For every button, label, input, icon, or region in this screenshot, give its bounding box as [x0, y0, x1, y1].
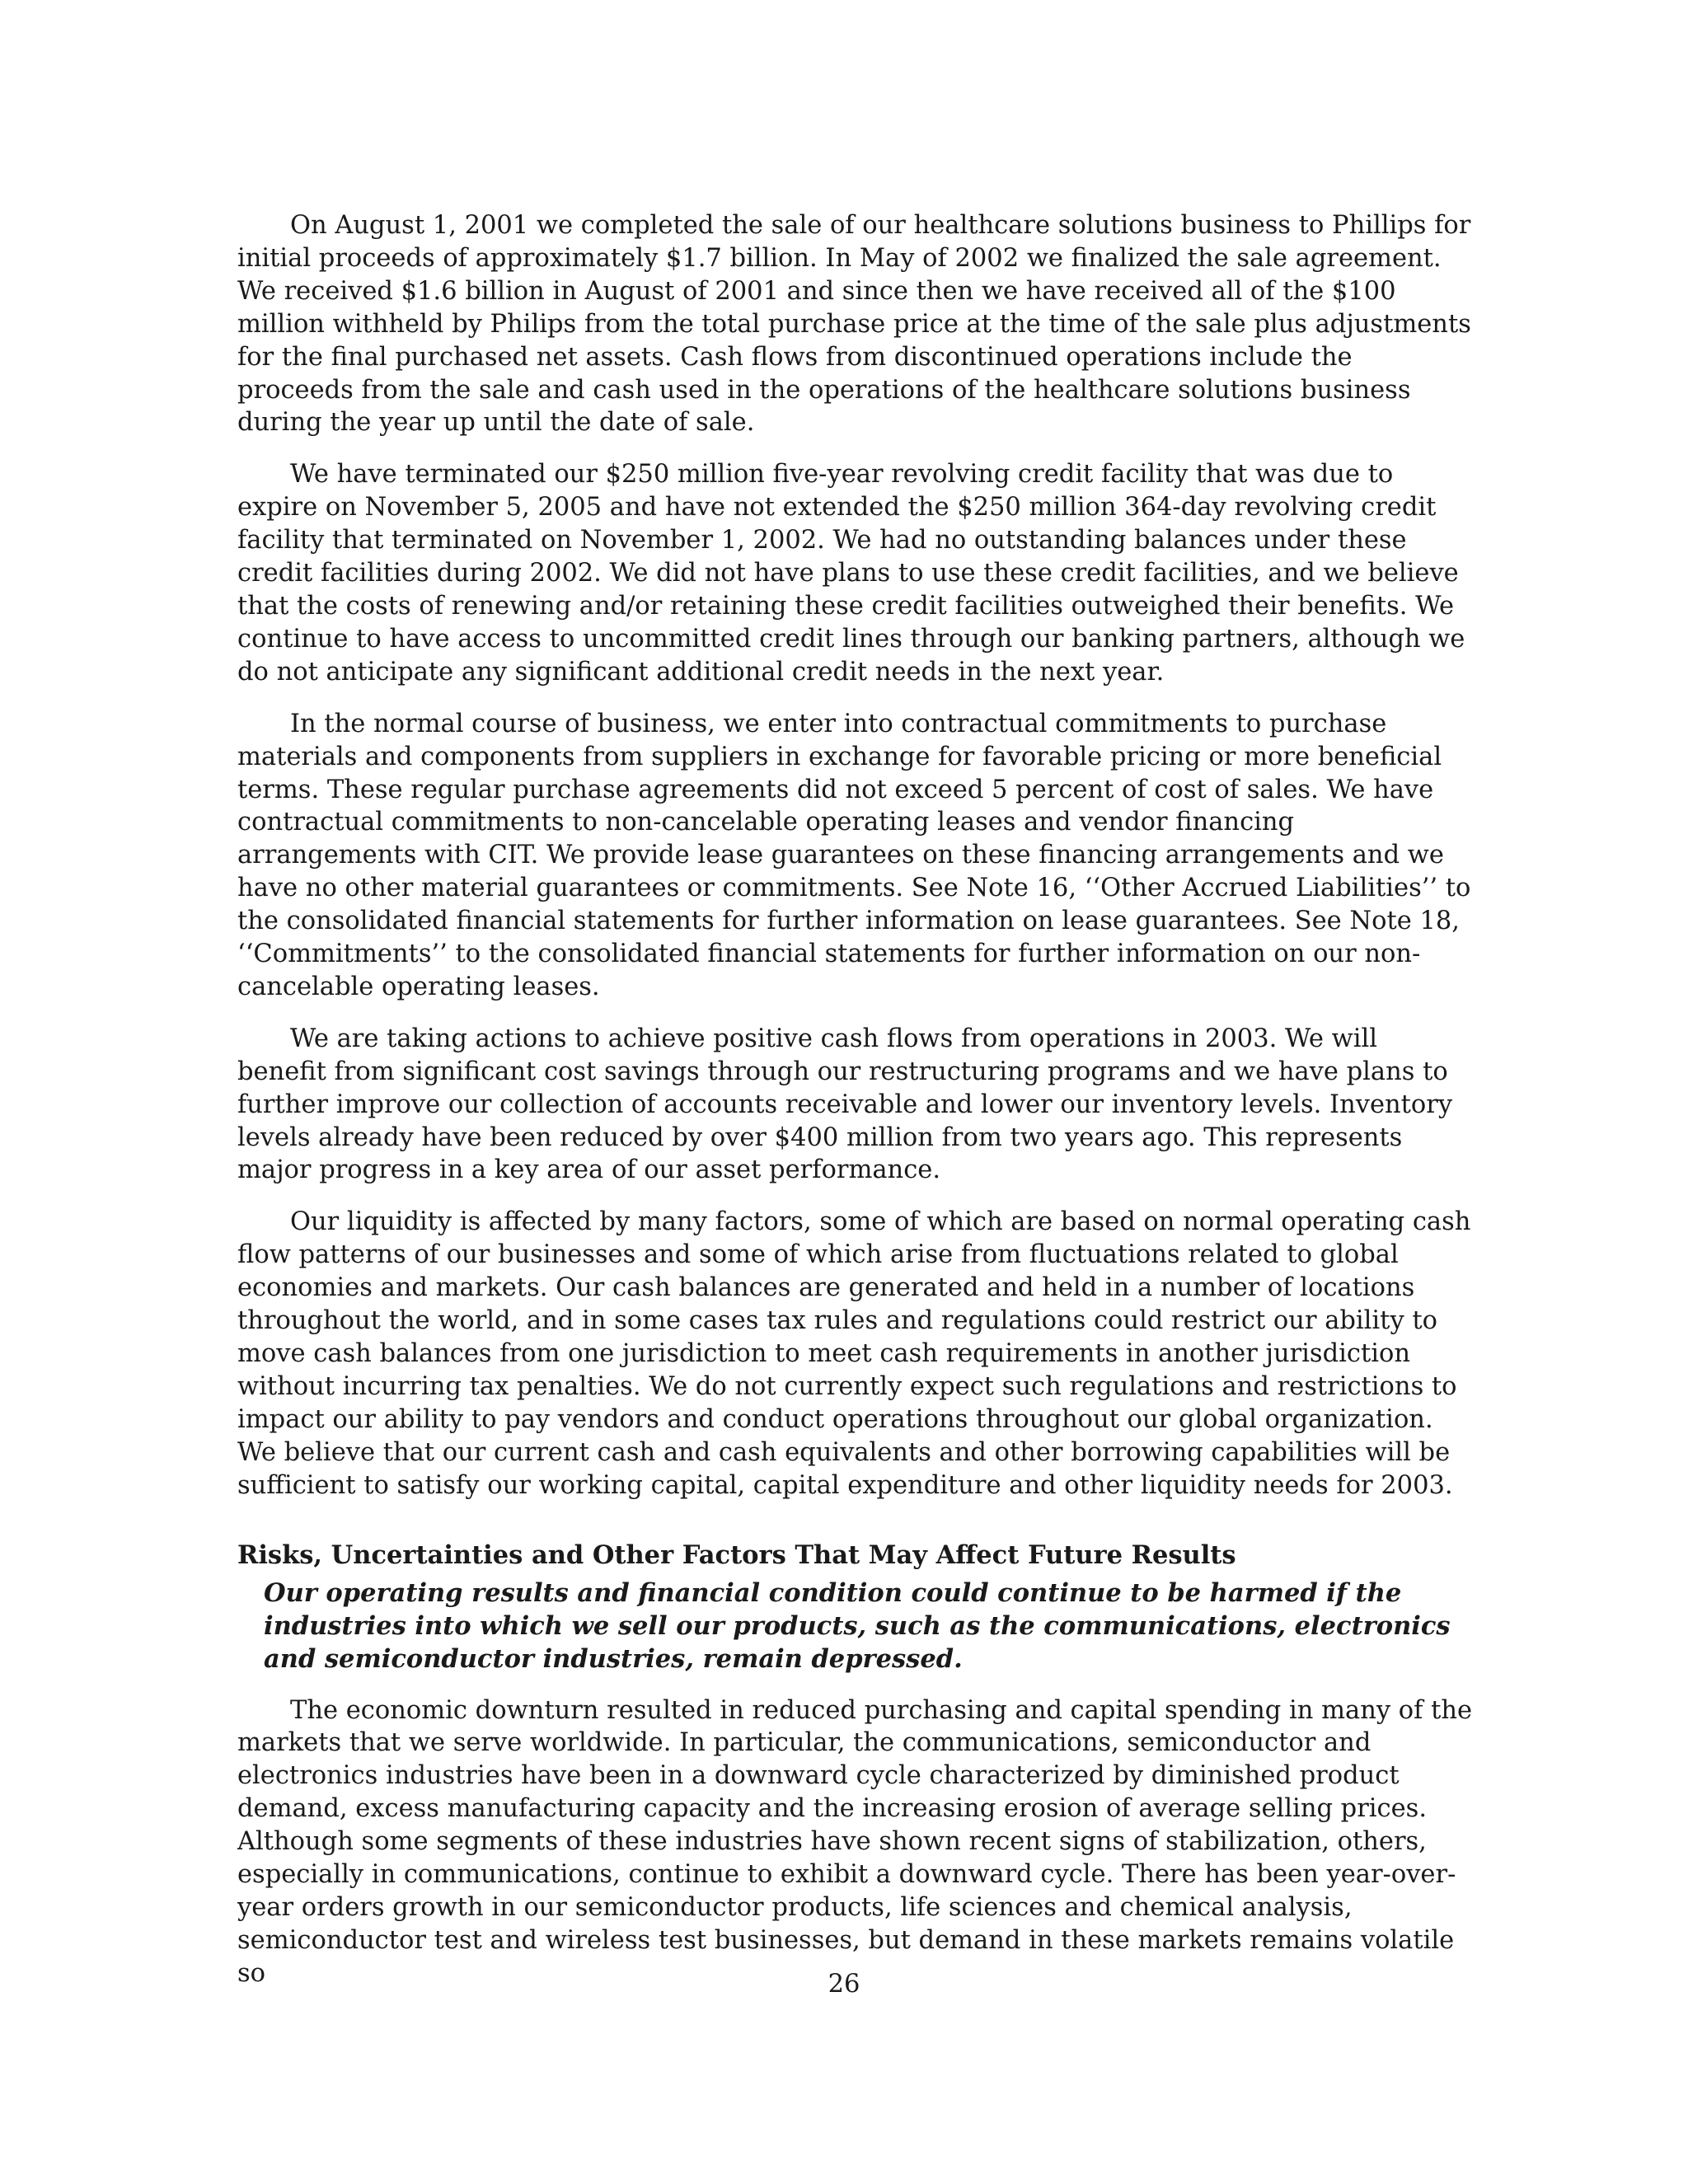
risk-heading-industries: Our operating results and financial condition could continue to be harmed if the industries into which we sell our products, such as the communications, electronics and semiconductor industries, remain depressed.	[264, 1577, 1451, 1674]
paragraph-credit-facility: We have terminated our $250 million five-year revolving credit facility that was due to expire on November 5, 2005 and have not extended the $250 million 364-day revolving credit facility that terminated on November 1, 2002. We had no outstanding balances under these credit facilities during 2002. We did not have plans to use these credit facilities, and we believe that the costs of renewing and/or retaining these credit facilities outweighed their benefits. We continue to have access to uncommitted credit lines through our banking partners, although we do not anticipate any significant additional credit needs in the next year.	[237, 460, 1465, 687]
paragraph-liquidity: Our liquidity is affected by many factors, some of which are based on normal operating cash flow patterns of our businesses and some of which arise from fluctuations related to global economies and markets. Our cash balances are generated and held in a number of locations throughout the world, and in some cases tax rules and regulations could restrict our ability to move cash balances from one jurisdiction to meet cash requirements in another jurisdiction without incurring tax penalties. We do not currently expect such regulations and restrictions to impact our ability to pay vendors and conduct operations throughout our global organization. We believe that our current cash and cash equivalents and other borrowing capabilities will be sufficient to satisfy our working capital, capital expenditure and other liquidity needs for 2003.	[237, 1207, 1471, 1500]
page-number: 26	[828, 1970, 860, 1999]
document-page	[237, 209, 1474, 2009]
section-heading-risks: Risks, Uncertainties and Other Factors That May Affect Future Results	[237, 1540, 1236, 1570]
paragraph-contractual-commitments: In the normal course of business, we enter into contractual commitments to purchase materials and components from suppliers in exchange for favorable pricing or more beneficial terms. These regular purchase agreements did not exceed 5 percent of cost of sales. We have contractual commitments to non-cancelable operating leases and vendor financing arrangements with CIT. We provide lease guarantees on these financing arrangements and we have no other material guarantees or commitments. See Note 16, ‘‘Other Accrued Liabilities’’ to the consolidated financial statements for further information on lease guarantees. See Note 18, ‘‘Commitments’’ to the consolidated financial statements for further information on our non-cancelable operating leases.	[237, 709, 1471, 1001]
paragraph-cash-flow-actions: We are taking actions to achieve positive cash flows from operations in 2003. We will benefit from significant cost savings through our restructuring programs and we have plans to further improve our collection of accounts receivable and lower our inventory levels. Inventory levels already have been reduced by over $400 million from two years ago. This represents major progress in a key area of our asset performance.	[237, 1024, 1453, 1185]
paragraph-healthcare-sale: On August 1, 2001 we completed the sale of our healthcare solutions business to Phillips for initial proceeds of approximately $1.7 billion. In May of 2002 we finalized the sale agreement. We received $1.6 billion in August of 2001 and since then we have received all of the $100 million withheld by Philips from the total purchase price at the time of the sale plus adjustments for the final purchased net assets. Cash flows from discontinued operations include the proceeds from the sale and cash used in the operations of the healthcare solutions business during the year up until the date of sale.	[237, 211, 1471, 438]
paragraph-economic-downturn: The economic downturn resulted in reduced purchasing and capital spending in many of the markets that we serve worldwide. In particular, the communications, semiconductor and electronics industries have been in a downward cycle characterized by diminished product demand, excess manufacturing capacity and the increasing erosion of average selling prices. Although some segments of these industries have shown recent signs of stabilization, others, especially in communications, continue to exhibit a downward cycle. There has been year-over-year orders growth in our semiconductor products, life sciences and chemical analysis, semiconductor test and wireless test businesses, but demand in these markets remains volatile so	[237, 1695, 1473, 1988]
